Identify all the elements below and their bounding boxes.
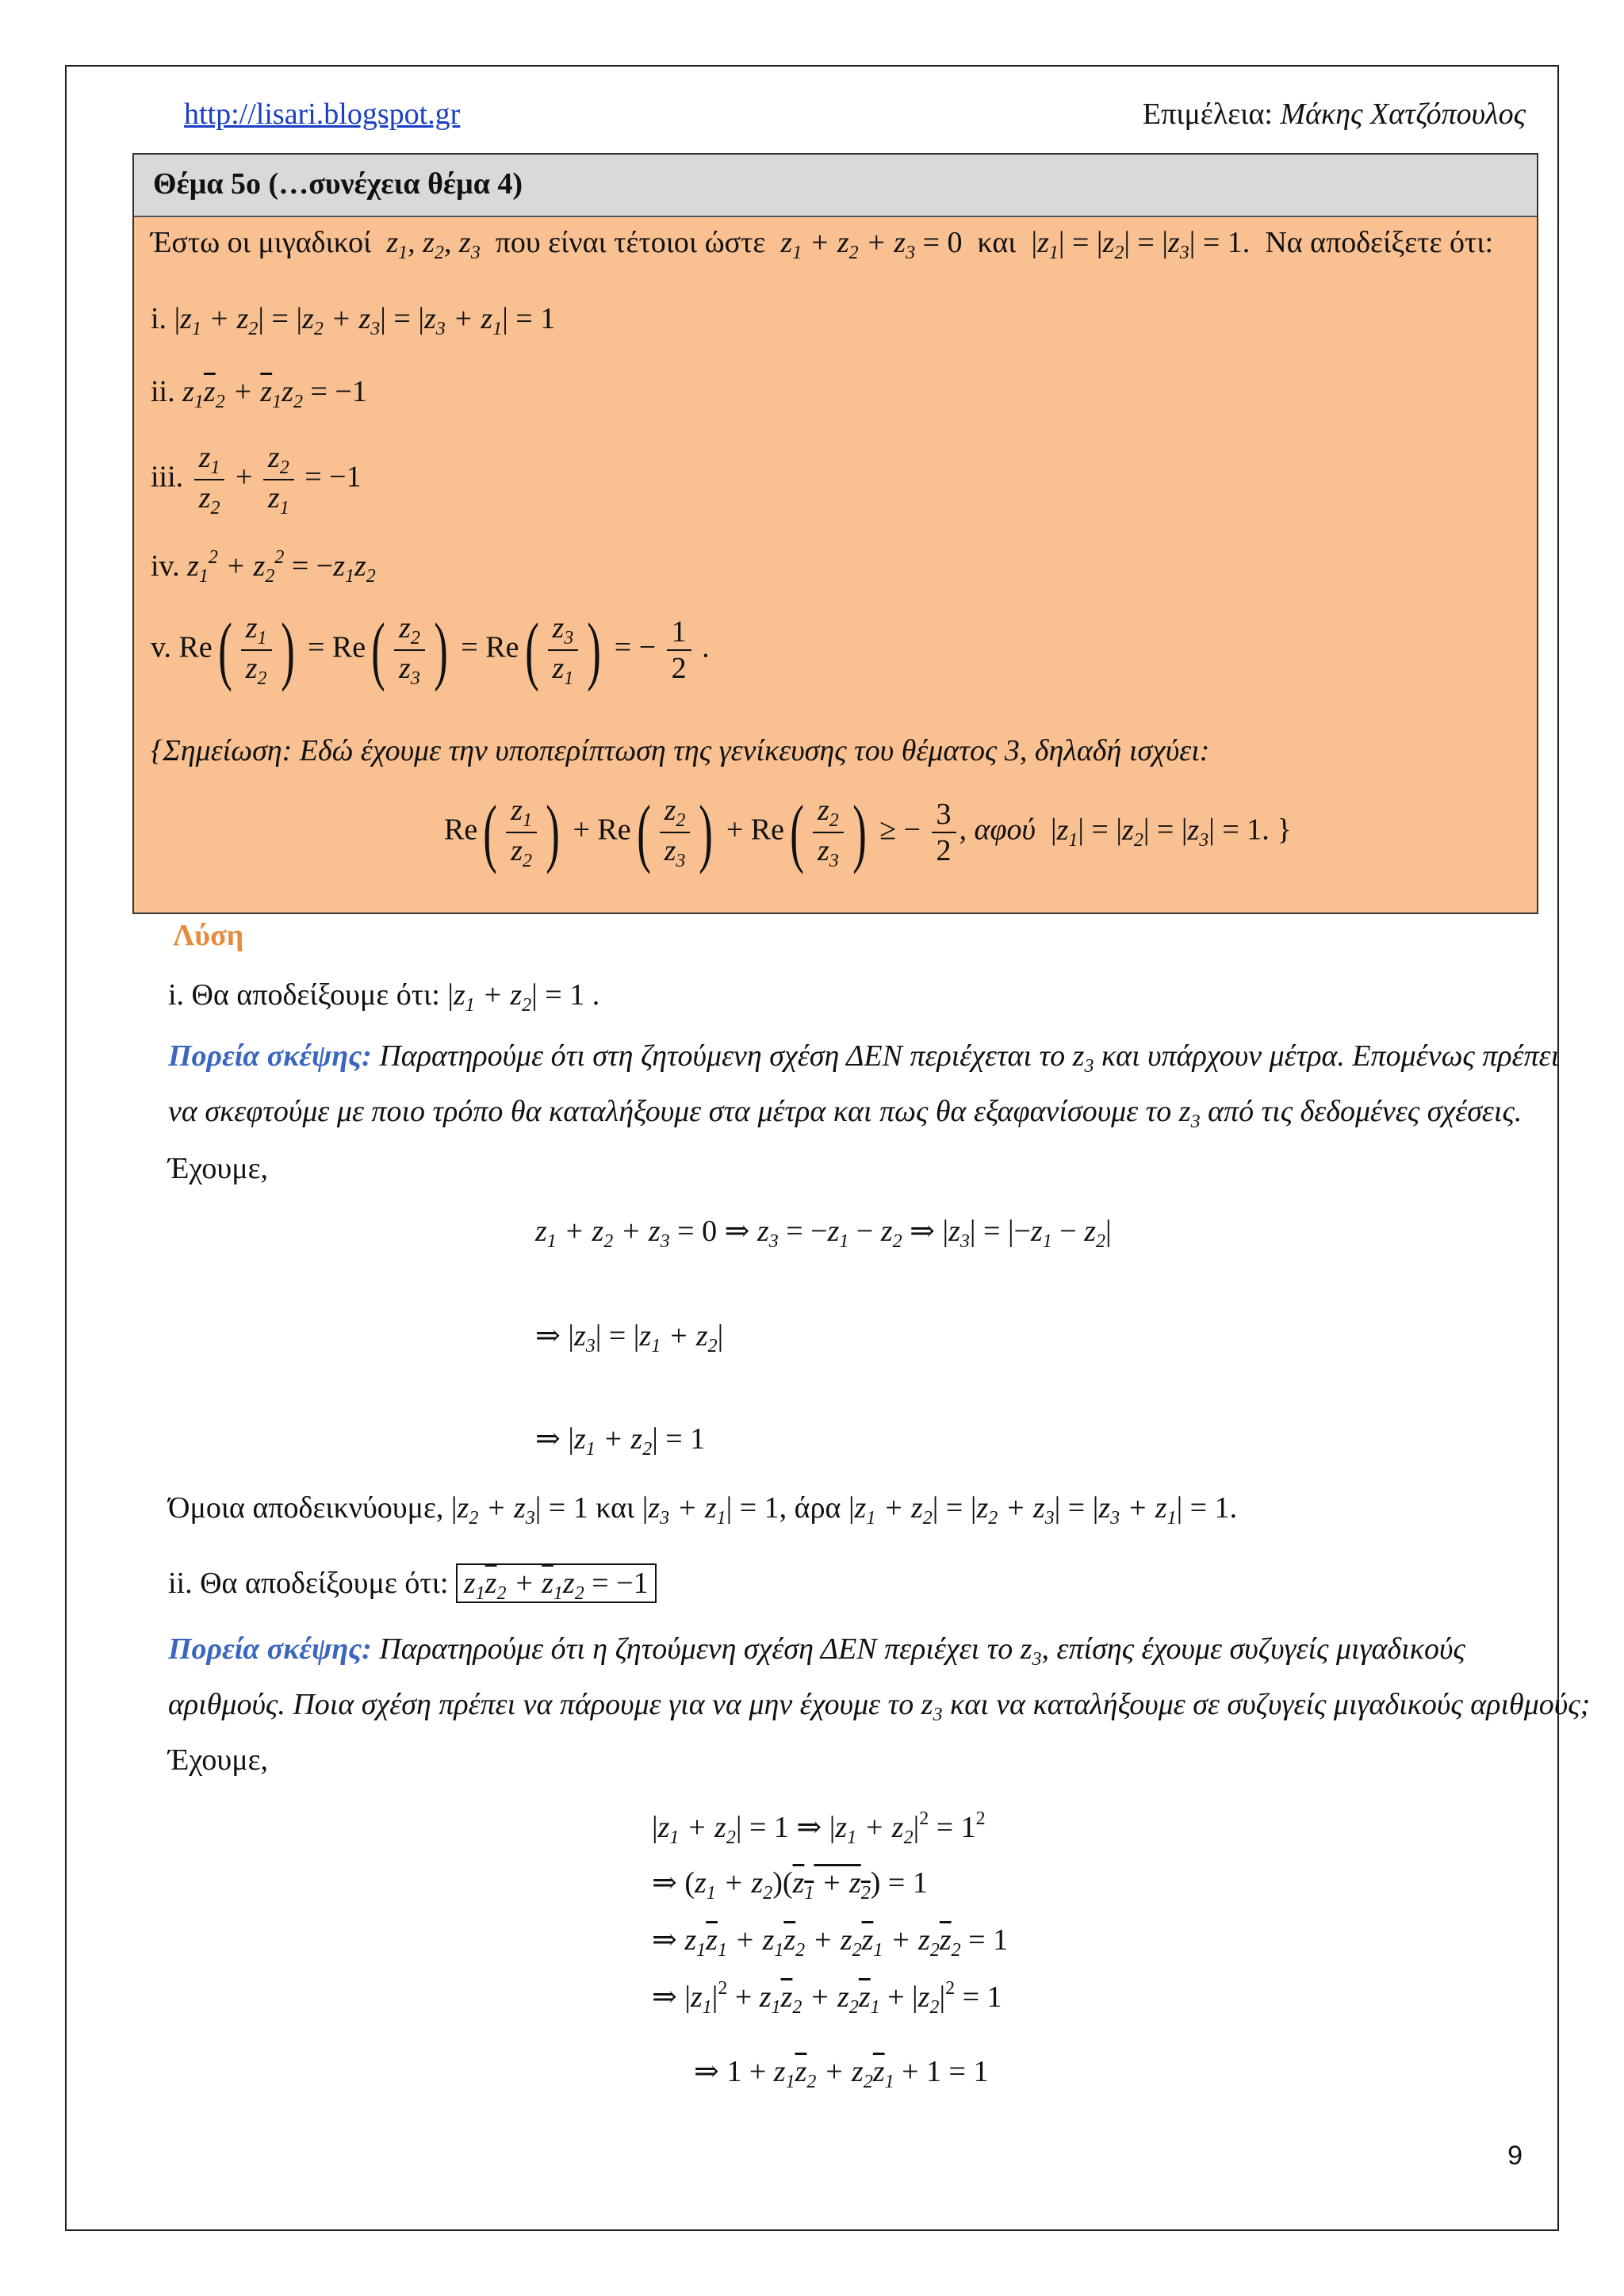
eq4: $|z_1 + z_2| = 1$ ⇒ $|z_1 + z_2|^2 = 1^2$ [652,1808,986,1848]
theme-intro: Έστω οι μιγαδικοί $z_1$, $z_2$, $z_3$ που είναι τέτοιοι ώστε $z_1 + z_2 + z_3 = 0$ και $|z_1| = |z_2| = |z_3| = 1$. Να αποδείξετε ότι: [151,226,1494,263]
eq7: ⇒ $|z_1|^2 + z_1\overline{z}_2 + z_2\overline{z}_1 + |z_2|^2 = 1$ [652,1978,1002,2018]
eq6: ⇒ $z_1\overline{z}_1 + z_1\overline{z}_2 + z_2\overline{z}_1 + z_2\overline{z}_2 = 1$ [652,1923,1009,1961]
theme-note: {Σημείωση: Εδώ έχουμε την υποπερίπτωση της γενίκευσης του θέματος 3, δηλαδή ισχύει: [151,734,1210,767]
exoume-2: Έχουμε, [168,1743,269,1777]
omoia-line: Όμοια αποδεικνύουμε, $|z_2 + z_3| = 1$ και $|z_3 + z_1| = 1$, άρα $|z_1 + z_2| = |z_2 + z_3| = |z_3 + z_1| = 1$. [168,1491,1238,1529]
note-inequality: Re( $\frac{z_1}{z_2}$ ) + Re( $\frac{z_2}{z_3}$ ) + Re( $\frac{z_2}{z_3}$ ) ≥ − $\frac{3}{2}$ , αφού $|z_1| = |z_2| = |z_3| = 1$. } [444,790,1292,874]
header-link[interactable]: http://lisari.blogspot.gr [184,98,461,131]
item-iii: iii. $\frac{z_1}{z_2}$ + $\frac{z_2}{z_1}$ = −1 [151,441,362,519]
poreia2-line2: αριθμούς. Ποια σχέση πρέπει να πάρουμε για να μην έχουμε το $z_3$ και να καταλήξουμε σε συζυγείς μιγαδικούς αριθμούς; [168,1688,1591,1725]
page-number: 9 [1507,2141,1522,2171]
exoume-1: Έχουμε, [168,1152,269,1185]
item-ii: ii. $z_1\overline{z}_2 + \overline{z}_1z_2 = -1$ [151,375,367,412]
part2-intro: ii. Θα αποδείξουμε ότι: $z_1\overline{z}_2 + \overline{z}_1z_2 = -1$ [168,1566,657,1601]
item-i: i. $|z_1 + z_2| = |z_2 + z_3| = |z_3 + z_1| = 1$ [151,302,556,339]
item-iv: iv. $z_1^2 + z_2^2 = -z_1z_2$ [151,547,376,587]
poreia2-line1: Πορεία σκέψης: Παρατηρούμε ότι η ζητούμενη σχέση ΔΕΝ περιέχει το $z_3$, επίσης έχουμε συζυγείς μιγαδικούς [168,1632,1465,1670]
eq8: ⇒ $1 + z_1\overline{z}_2 + z_2\overline{z}_1 + 1 = 1$ [694,2055,989,2092]
eq2: ⇒ $|z_3| = |z_1 + z_2|$ [535,1319,724,1357]
solution-title: Λύση [173,919,244,952]
header-editor: Επιμέλεια: Μάκης Χατζόπουλος [1142,98,1526,131]
part1-intro: i. Θα αποδείξουμε ότι: $|z_1 + z_2| = 1$ . [168,978,600,1016]
eq1: $z_1 + z_2 + z_3 = 0$ ⇒ $z_3 = -z_1 - z_2$ ⇒ $|z_3| = |-z_1 - z_2|$ [535,1215,1112,1252]
poreia1-line2: να σκεφτούμε με ποιο τρόπο θα καταλήξουμε στα μέτρα και πως θα εξαφανίσουμε το $z_3$ από τις δεδομένες σχέσεις. [168,1095,1522,1132]
eq3: ⇒ $|z_1 + z_2| = 1$ [535,1422,706,1460]
item-v: v. Re( $\frac{z_1}{z_2}$ ) = Re( $\frac{z_2}{z_3}$ ) = Re( $\frac{z_3}{z_1}$ ) = − $\frac{1}{2}$ . [151,607,710,692]
theme-title: Θέμα 5ο (…συνέχεια θέμα 4) [134,155,1537,217]
poreia1-line1: Πορεία σκέψης: Παρατηρούμε ότι στη ζητούμενη σχέση ΔΕΝ περιέχεται το $z_3$ και υπάρχουν μέτρα. Επομένως πρέπει [168,1039,1560,1077]
eq5: ⇒ $(z_1 + z_2)(z_1 + z_2) = 1$ [652,1866,928,1904]
